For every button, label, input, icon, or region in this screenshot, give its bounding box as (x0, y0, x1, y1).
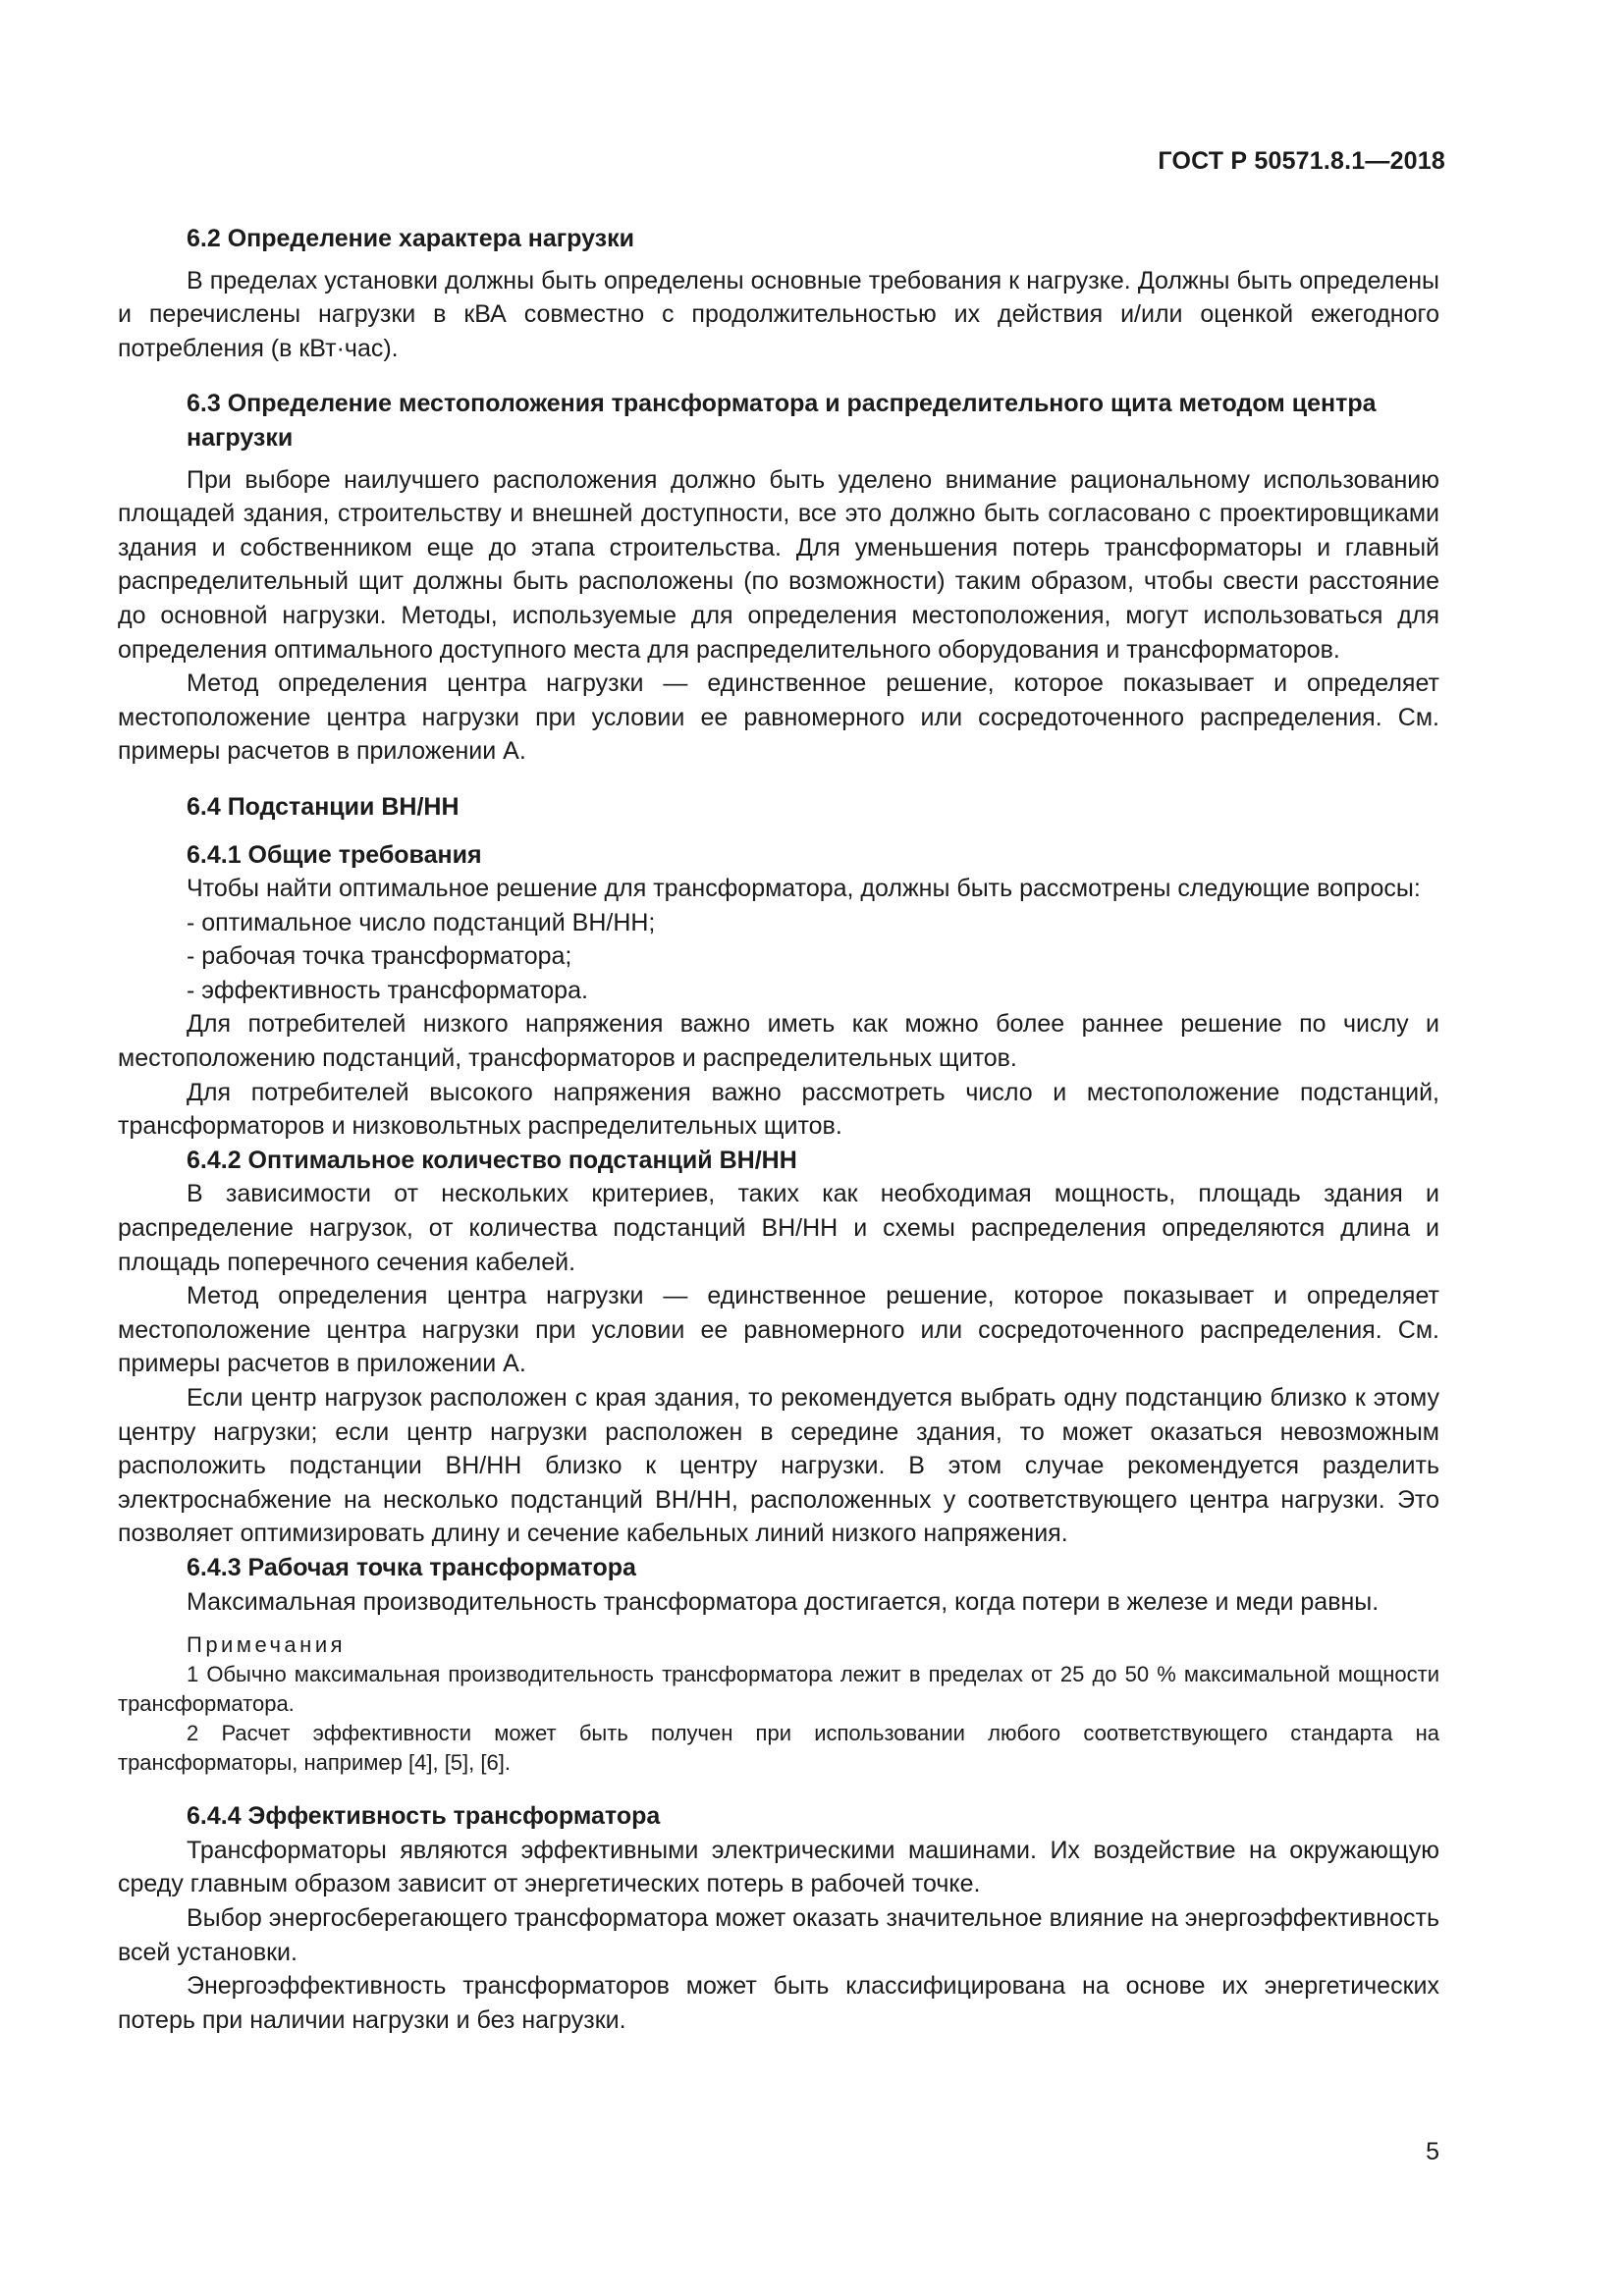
note-item: 1 Обычно максимальная производительность трансформатора лежит в пределах от 25 до 50 % максимальной мощности трансформатора. (118, 1662, 1439, 1717)
paragraph: Если центр нагрузок расположен с края здания, то рекомендуется выбрать одну подстанцию близко к этому центру нагрузки; если центр нагрузки расположен в середине здания, то может оказаться невозможным расположить подстанции ВН/НН близко к центру нагрузки. В этом случае рекомендуется разделить электроснабжение на несколько подстанций ВН/НН, расположенных у соответствующего центра нагрузки. Это позволяет оптимизировать длину и сечение кабельных линий низкого напряжения. (118, 1384, 1439, 1548)
paragraph: Метод определения центра нагрузки — единственное решение, которое показывает и определяет местоположение центра нагрузки при условии ее равномерного или сосредоточенного распределения. См. примеры расчетов в приложении А. (118, 1282, 1439, 1378)
paragraph: В зависимости от нескольких критериев, таких как необходимая мощность, площадь здания и распределение нагрузок, от количества подстанций ВН/НН и схемы распределения определяются длина и площадь поперечного сечения кабелей. (118, 1180, 1439, 1276)
notes-block (118, 1630, 1439, 1778)
document-code: ГОСТ Р 50571.8.1—2018 (1158, 147, 1445, 175)
paragraph: При выборе наилучшего расположения должно быть уделено внимание рациональному использованию площадей здания, строительству и внешней доступности, все это должно быть согласовано с проектировщиками здания и собственником еще до этапа строительства. Для уменьшения потерь трансформаторы и главный распределительный щит должны быть расположены (по возможности) таким образом, чтобы свести расстояние до основной нагрузки. Методы, используемые для определения местоположения, могут использоваться для определения оптимального доступного места для распределительного оборудования и трансформаторов. (118, 465, 1439, 664)
paragraph: Метод определения центра нагрузки — единственное решение, которое показывает и определяет местоположение центра нагрузки при условии ее равномерного или сосредоточенного распределения. См. примеры расчетов в приложении А. (118, 669, 1439, 766)
section-heading-6-4: 6.4 Подстанции ВН/НН (187, 792, 460, 821)
list-item: - рабочая точка трансформатора; (187, 942, 572, 971)
paragraph: Выбор энергосберегающего трансформатора может оказать значительное влияние на энергоэффективность всей установки. (118, 1903, 1439, 1966)
paragraph: Трансформаторы являются эффективными электрическими машинами. Их воздействие на окружающую среду главным образом зависит от энергетических потерь в рабочей точке. (118, 1836, 1439, 1898)
notes-title: Примечания (187, 1632, 347, 1658)
paragraph: Для потребителей низкого напряжения важно иметь как можно более раннее решение по числу и местоположению подстанций, трансформаторов и распределительных щитов. (118, 1010, 1439, 1073)
page-number: 5 (1426, 2138, 1439, 2165)
note-item: 2 Расчет эффективности может быть получен при использовании любого соответствующего стандарта на трансформаторы, например [4], [5], [6]. (118, 1721, 1439, 1776)
paragraph: В пределах установки должны быть определены основные требования к нагрузке. Должны быть определены и перечислены нагрузки в кВА совместно с продолжительностью их действия и/или оценкой ежегодного потребления (в кВт·час). (118, 266, 1439, 362)
subsection-heading-6-4-3: 6.4.3 Рабочая точка трансформатора (187, 1553, 636, 1581)
subsection-heading-6-4-4: 6.4.4 Эффективность трансформатора (187, 1802, 661, 1831)
list-item: - оптимальное число подстанций ВН/НН; (187, 908, 656, 936)
paragraph: Максимальная производительность трансформатора достигается, когда потери в железе и меди равны. (187, 1587, 1380, 1616)
paragraph: Чтобы найти оптимальное решение для трансформатора, должны быть рассмотрены следующие вопросы: (187, 875, 1421, 903)
paragraph: Для потребителей высокого напряжения важно рассмотреть число и местоположение подстанций, трансформаторов и низковольтных распределительных щитов. (118, 1078, 1439, 1141)
list-item: - эффективность трансформатора. (187, 976, 588, 1004)
section-heading-6-2: 6.2 Определение характера нагрузки (187, 225, 634, 252)
section-heading-6-3: 6.3 Определение местоположения трансформатора и распределительного щита методом центра нагрузки (187, 390, 1377, 452)
subsection-heading-6-4-2: 6.4.2 Оптимальное количество подстанций ВН/НН (187, 1146, 797, 1174)
subsection-heading-6-4-1: 6.4.1 Общие требования (187, 840, 482, 869)
document-body (118, 222, 1439, 2037)
paragraph: Энергоэффективность трансформаторов может быть классифицирована на основе их энергетических потерь при наличии нагрузки и без нагрузки. (118, 1972, 1439, 2034)
